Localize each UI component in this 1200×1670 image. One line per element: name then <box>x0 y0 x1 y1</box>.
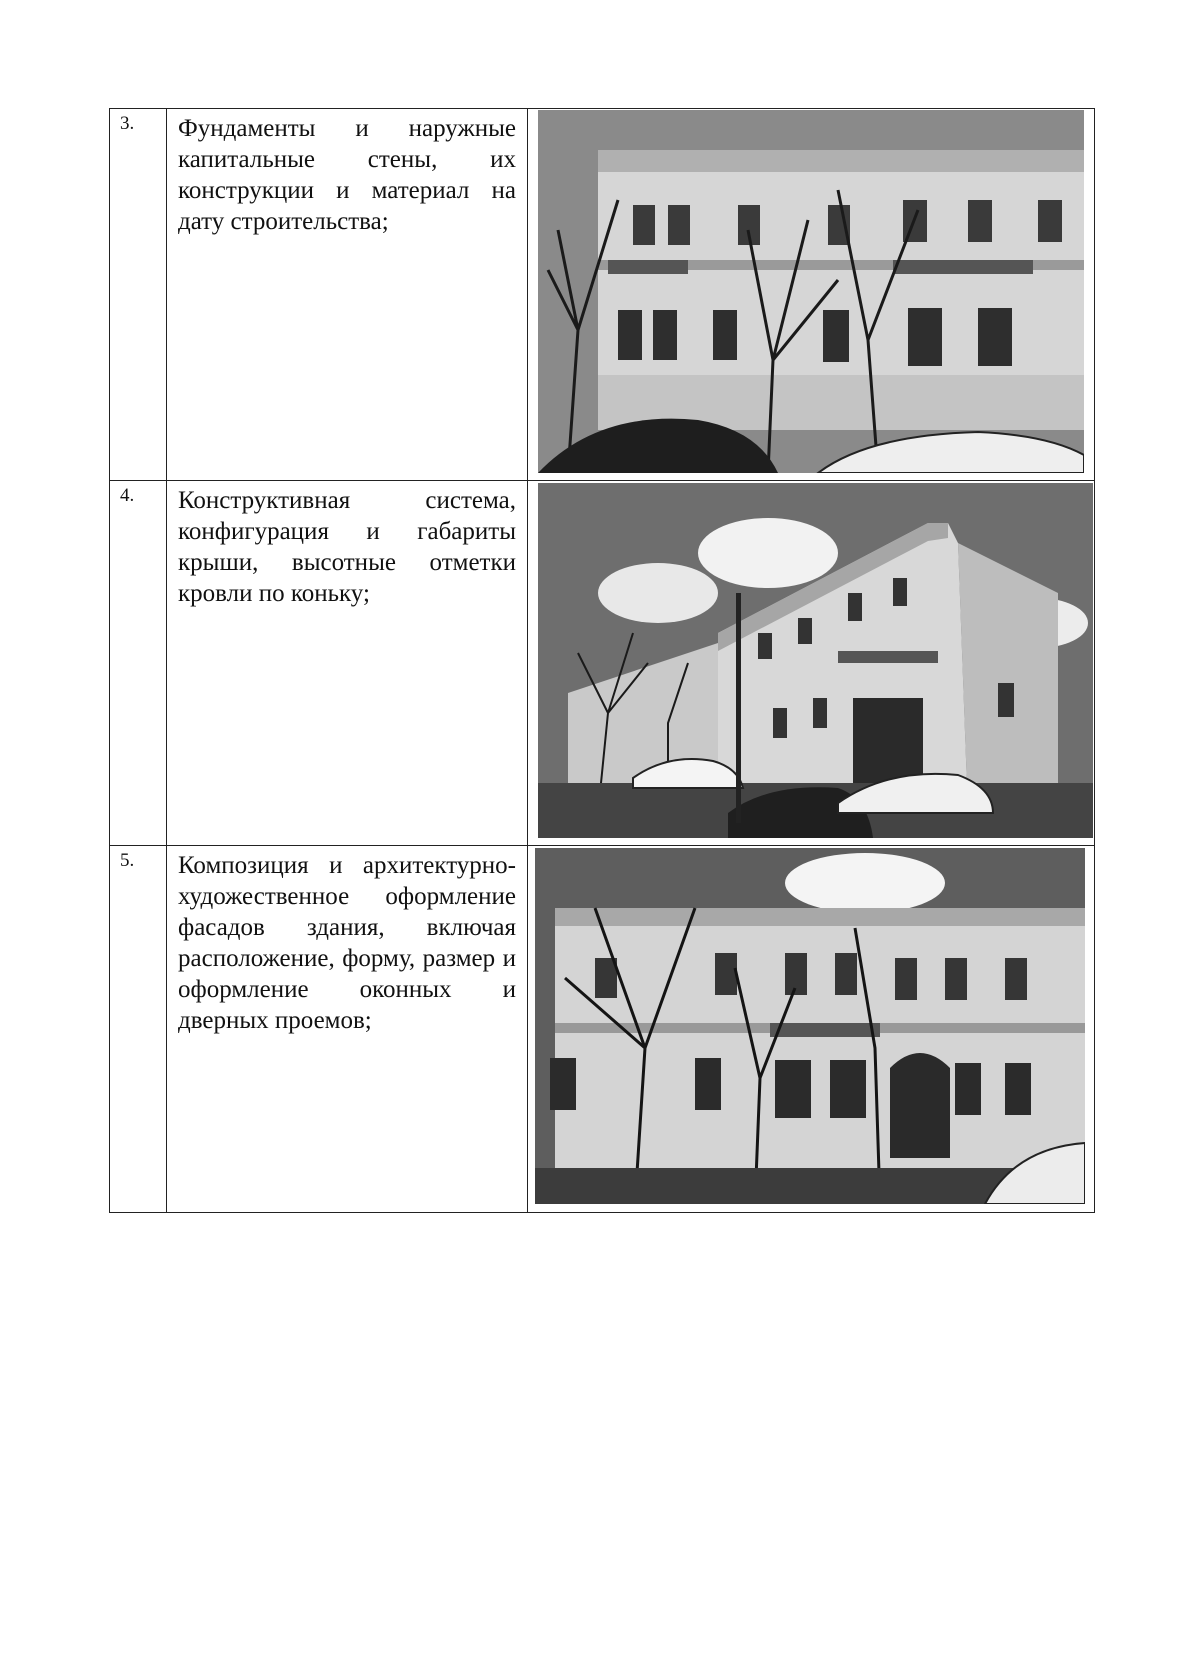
row-photo-cell <box>528 481 1095 846</box>
historic-building-facade-photo <box>538 110 1084 473</box>
row-number: 4. <box>110 481 167 846</box>
row-description <box>167 846 528 1213</box>
table-row <box>110 846 1095 1213</box>
building-corner-roof-photo <box>538 483 1093 838</box>
row-number: 5. <box>110 846 167 1213</box>
corner-photo-drawing <box>538 483 1093 838</box>
row-description <box>167 481 528 846</box>
row-description-text: Конструктивная система, конфигурация и габариты крыши, высотные отметки кровли по коньку; <box>178 487 516 607</box>
facade-windows-doors-photo <box>535 848 1085 1204</box>
row-photo-cell <box>528 846 1095 1213</box>
row-number: 3. <box>110 109 167 481</box>
object-features-table <box>109 108 1095 1213</box>
row-description-text: Фундаменты и наружные капитальные стены, их конструкции и материал на дату строительства; <box>178 115 516 235</box>
row-description <box>167 109 528 481</box>
facade-photo-drawing <box>538 110 1084 473</box>
facade-windows-photo-drawing <box>535 848 1085 1204</box>
row-description-text: Композиция и архитектурно-художественное оформление фасадов здания, включая расположение, форму, размер и оформление оконных и дверных проемов; <box>178 852 516 1034</box>
row-photo-cell <box>528 109 1095 481</box>
table-row <box>110 481 1095 846</box>
table-row <box>110 109 1095 481</box>
